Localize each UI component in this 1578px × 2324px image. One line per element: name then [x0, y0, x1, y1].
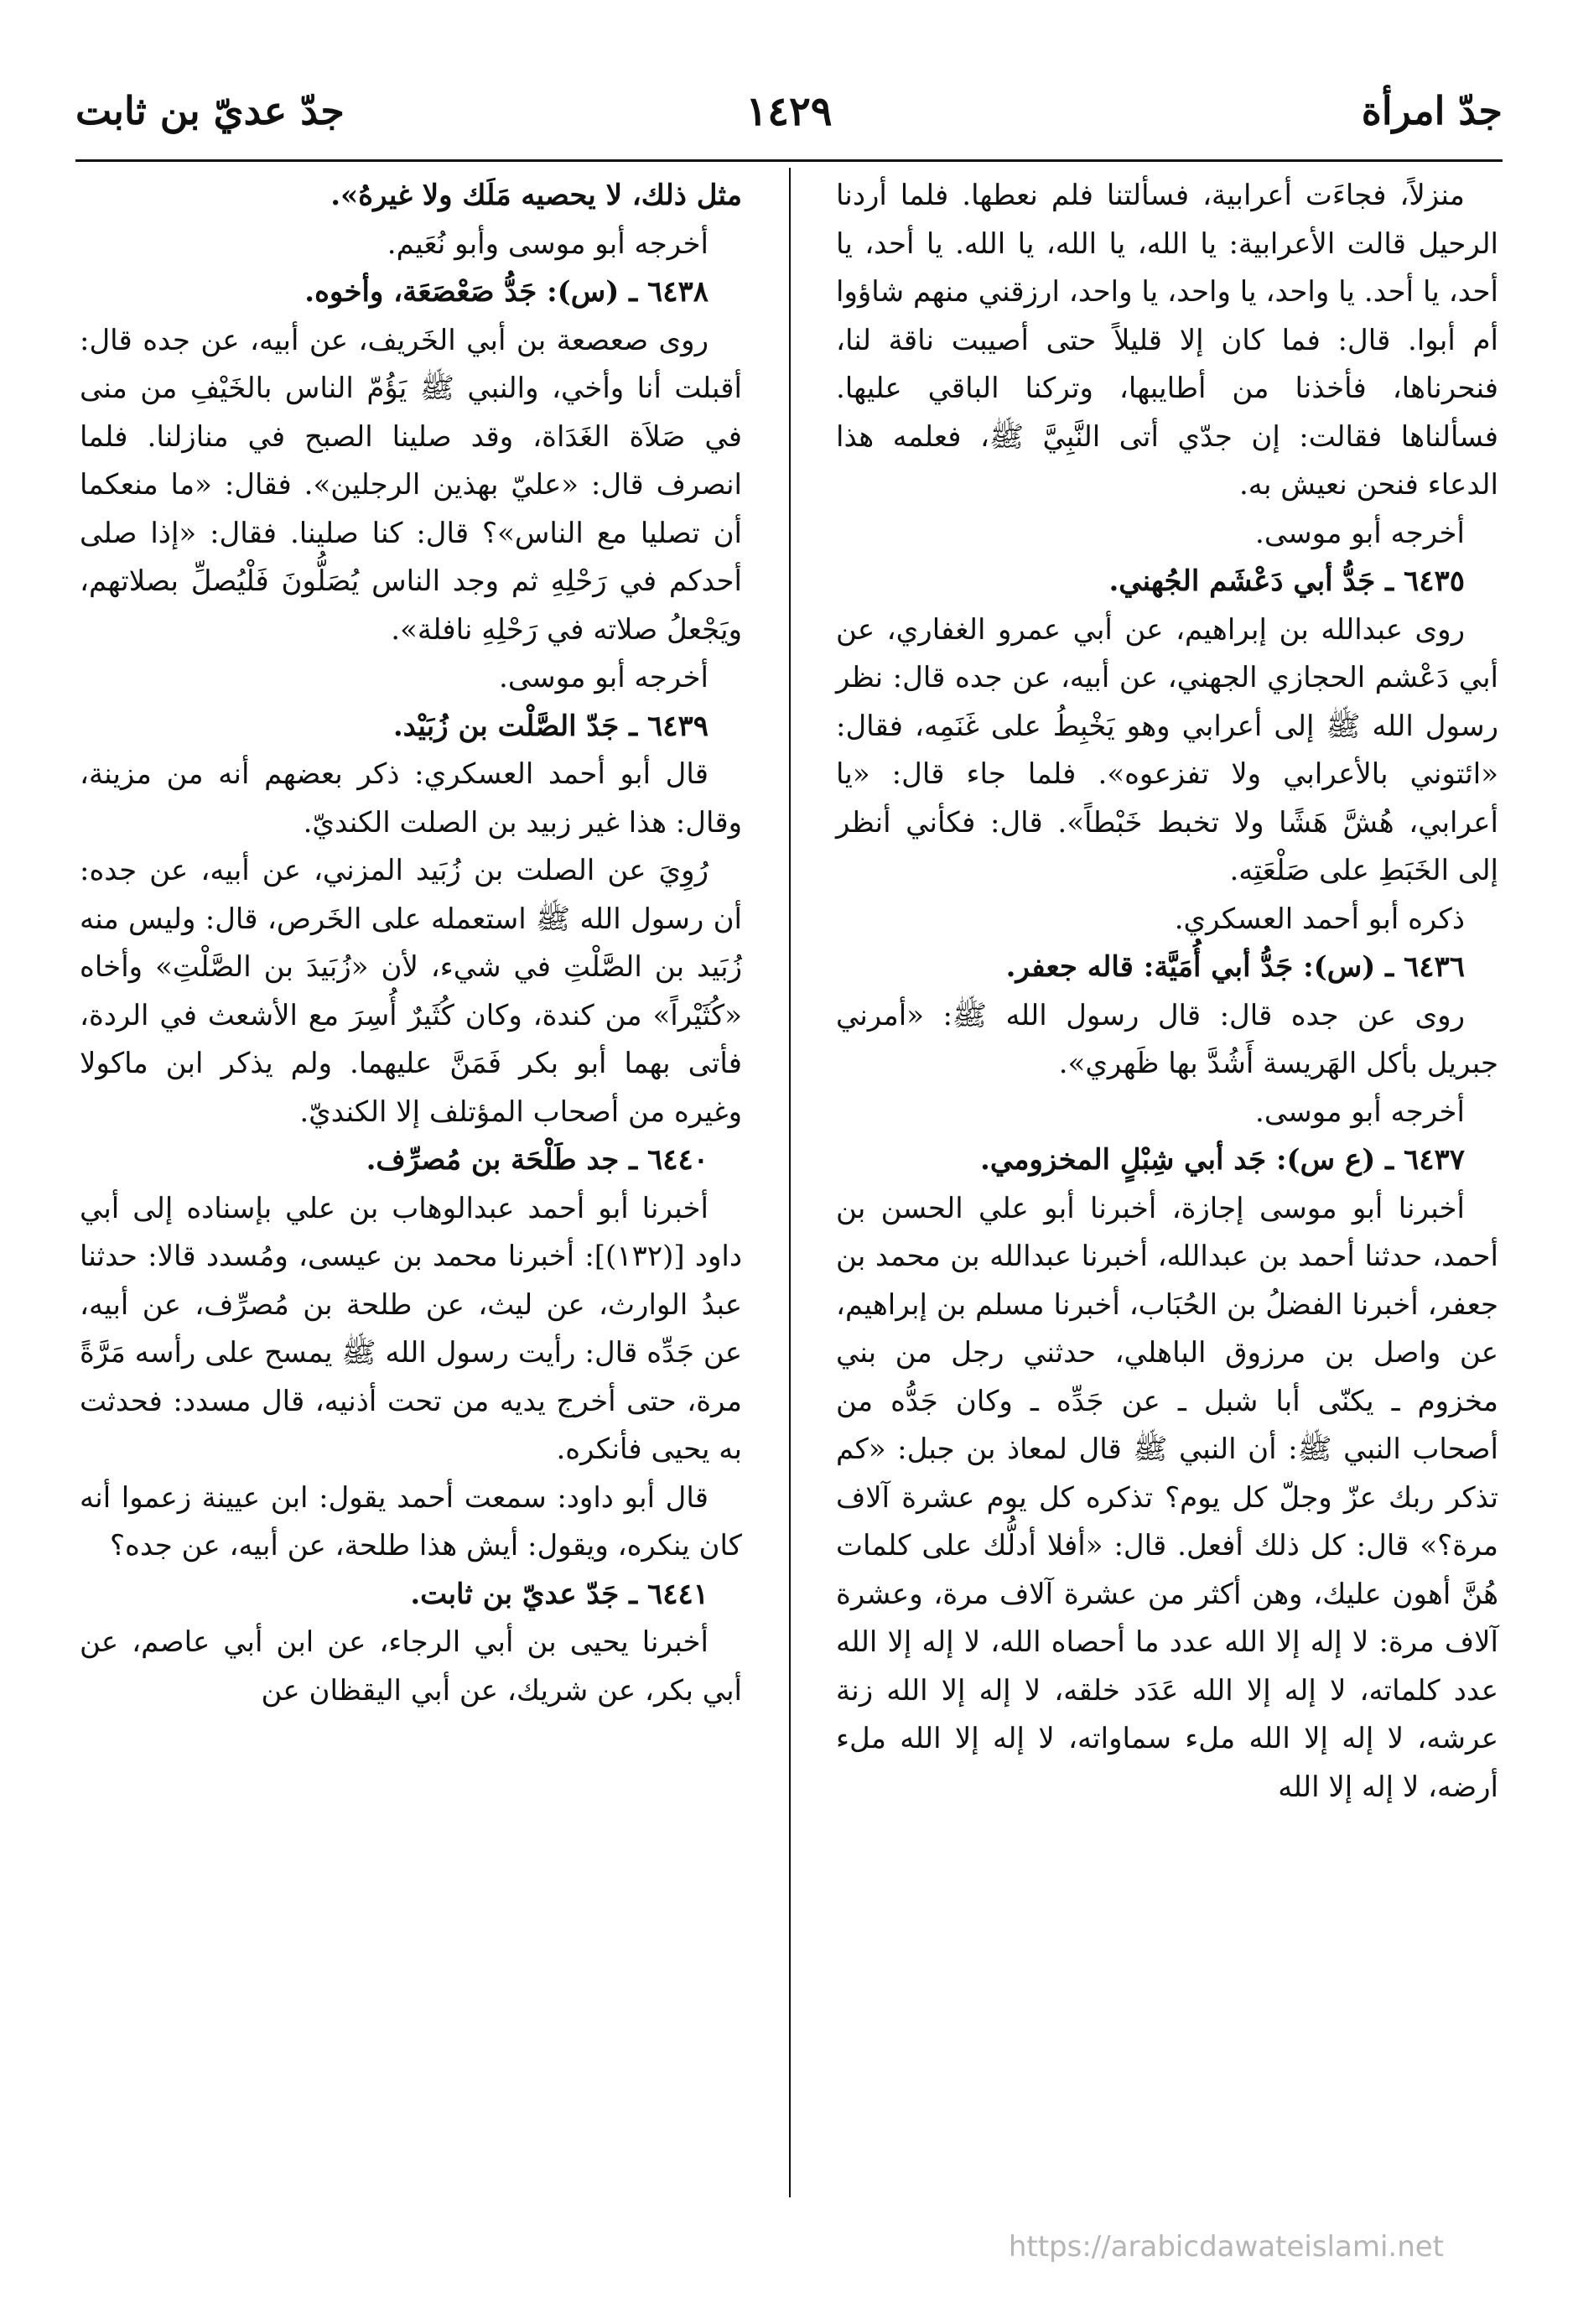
header-rule	[75, 159, 1503, 162]
paragraph: أخرجه أبو موسى.	[499, 661, 709, 694]
entry-heading: ٦٤٣٥ ـ جَدُّ أبي دَعْشَم الجُهني.	[1108, 564, 1465, 598]
column-divider	[789, 168, 791, 2197]
paragraph: رُوِيَ عن الصلت بن زُبَيد المزني، عن أبيه، عن جده: أن رسول الله ﷺ استعمله على الخَرص، قال: وليس منه زُبَيد بن الصَّلْتِ في شيء، لأن «زُبَيدَ بن الصَّلْتِ» وأخاه «كُثَيْراً» من كندة، وكان كُثَيرٌ أُسِرَ مع الأشعث في الردة، فأتى بهما أبو بكر فَمَنَّ عليهما. ولم يذكر ابن ماكولا وغيره من أصحاب المؤتلف إلا الكنديّ.	[80, 854, 742, 1129]
paragraph: قال أبو داود: سمعت أحمد يقول: ابن عيينة زعموا أنه كان ينكره، ويقول: أيش هذا طلحة، عن أبيه، عن جده؟	[80, 1480, 742, 1562]
paragraph: أخرجه أبو موسى.	[1255, 516, 1465, 550]
right-column	[836, 172, 1498, 1812]
paragraph: روى عبدالله بن إبراهيم، عن أبي عمرو الغفاري، عن أبي دَعْشم الحجازي الجهني، عن أبيه، عن جده قال: نظر رسول الله ﷺ إلى أعرابي وهو يَخْبِطُ على غَنَمِه، فقال: «ائتوني بالأعرابي ولا تفزعوه». فلما جاء قال: «يا أعرابي، هُشَّ هَشًا ولا تخبط خَبْطاً». قال: فكأني أنظر إلى الخَبَطِ على صَلْعَتِه.	[836, 612, 1498, 887]
entry-heading: ٦٤٤٠ ـ جد طَلْحَة بن مُصرِّف.	[366, 1143, 709, 1177]
paragraph: ذكره أبو أحمد العسكري.	[1174, 902, 1465, 936]
paragraph: قال أبو أحمد العسكري: ذكر بعضهم أنه من مزينة، وقال: هذا غير زبيد بن الصلت الكنديّ.	[80, 757, 742, 840]
running-title-right: جدّ امرأة	[1361, 88, 1503, 133]
paragraph: أخرجه أبو موسى وأبو نُعَيم.	[387, 226, 709, 261]
left-column	[80, 172, 742, 1715]
page-number: ١٤٢٩	[745, 88, 833, 135]
paragraph: أخبرنا أبو أحمد عبدالوهاب بن علي بإسناده إلى أبي داود [(١٣٢)]: أخبرنا محمد بن عيسى، ومُسدد قالا: حدثنا عبدُ الوارث، عن ليث، عن طلحة بن مُصرِّف، عن أبيه، عن جَدِّه قال: رأيت رسول الله ﷺ يمسح على رأسه مَرَّةً مرة، حتى أخرج يديه من تحت أذنيه، قال مسدد: فحدثت به يحيى فأنكره.	[80, 1191, 742, 1466]
watermark-url: https://arabicdawateislami.net	[1008, 2230, 1444, 2264]
paragraph: روى عن جده قال: قال رسول الله ﷺ: «أمرني جبريل بأكل الهَريسة أَشُدَّ بها ظَهري».	[836, 998, 1498, 1080]
entry-heading: ٦٤٣٩ ـ جَدّ الصَّلْت بن زُبَيْد.	[392, 709, 709, 743]
running-title-left: جدّ عديّ بن ثابت	[75, 88, 345, 133]
page-header	[75, 88, 1503, 155]
paragraph: أخبرنا أبو موسى إجازة، أخبرنا أبو علي الحسن بن أحمد، حدثنا أحمد بن عبدالله، أخبرنا عبدالله بن محمد بن جعفر، أخبرنا الفضلُ بن الحُبَاب، أخبرنا مسلم بن إبراهيم، عن واصل بن مرزوق الباهلي، حدثني رجل من بني مخزوم ـ يكنّى أبا شبل ـ عن جَدِّه ـ وكان جَدُّه من أصحاب النبي ﷺ: أن النبي ﷺ قال لمعاذ بن جبل: «كم تذكر ربك عزّ وجلّ كل يوم؟ تذكره كل يوم عشرة آلاف مرة؟» قال: كل ذلك أفعل. قال: «أفلا أدلُّك على كلمات هُنَّ أهون عليك، وهن أكثر من عشرة آلاف مرة، وعشرة آلاف مرة: لا إله إلا الله عدد ما أحصاه الله، لا إله إلا الله عدد كلماته، لا إله إلا الله عَدَد خلقه، لا إله إلا الله زنة عرشه، لا إله إلا الله ملء سماواته، لا إله إلا الله ملء أرضه، لا إله إلا الله	[836, 1191, 1498, 1804]
paragraph: روى صعصعة بن أبي الخَريف، عن أبيه، عن جده قال: أقبلت أنا وأخي، والنبي ﷺ يَؤُمّ الناس بالخَيْفِ من منى في صَلاَة الغَدَاة، وقد صلينا الصبح في منازلنا. فلما انصرف قال: «عليّ بهذين الرجلين». فقال: «ما منعكما أن تصليا مع الناس»؟ قال: كنا صلينا. فقال: «إذا صلى أحدكم في رَحْلِهِ ثم وجد الناس يُصَلُّونَ فَلْيُصلِّ بصلاتهم، ويَجْعلُ صلاته في رَحْلِهِ نافلة».	[80, 323, 742, 647]
entry-heading: ٦٤٣٧ ـ (ع س): جَد أبي شِبْلٍ المخزومي.	[980, 1143, 1465, 1177]
paragraph: مثل ذلك، لا يحصيه مَلَك ولا غيرهُ».	[330, 179, 742, 212]
entry-heading: ٦٤٤١ ـ جَدّ عديّ بن ثابت.	[410, 1577, 709, 1611]
paragraph: منزلاً، فجاءَت أعرابية، فسألتنا فلم نعطها. فلما أردنا الرحيل قالت الأعرابية: يا الله، يا الله، يا الله. يا أحد، يا أحد، يا أحد. يا واحد، يا واحد، يا واحد، ارزقني منهم شاؤوا أم أبوا. قال: فما كان إلا قليلاً حتى أصيبت ناقة لنا، فنحرناها، فأخذنا من أطايبها، وتركنا الباقي عليها. فسألناها فقالت: إن جدّي أتى النَّبِيَّ ﷺ، فعلمه هذا الدعاء فنحن نعيش به.	[836, 179, 1498, 502]
entry-heading: ٦٤٣٨ ـ (س): جَدُّ صَعْصَعَة، وأخوه.	[304, 275, 709, 309]
paragraph: أخرجه أبو موسى.	[1255, 1094, 1465, 1129]
entry-heading: ٦٤٣٦ ـ (س): جَدُّ أبي أُمَيَّة: قاله جعفر.	[1005, 950, 1465, 984]
paragraph: أخبرنا يحيى بن أبي الرجاء، عن ابن أبي عاصم، عن أبي بكر، عن شريك، عن أبي اليقظان عن	[80, 1625, 742, 1708]
